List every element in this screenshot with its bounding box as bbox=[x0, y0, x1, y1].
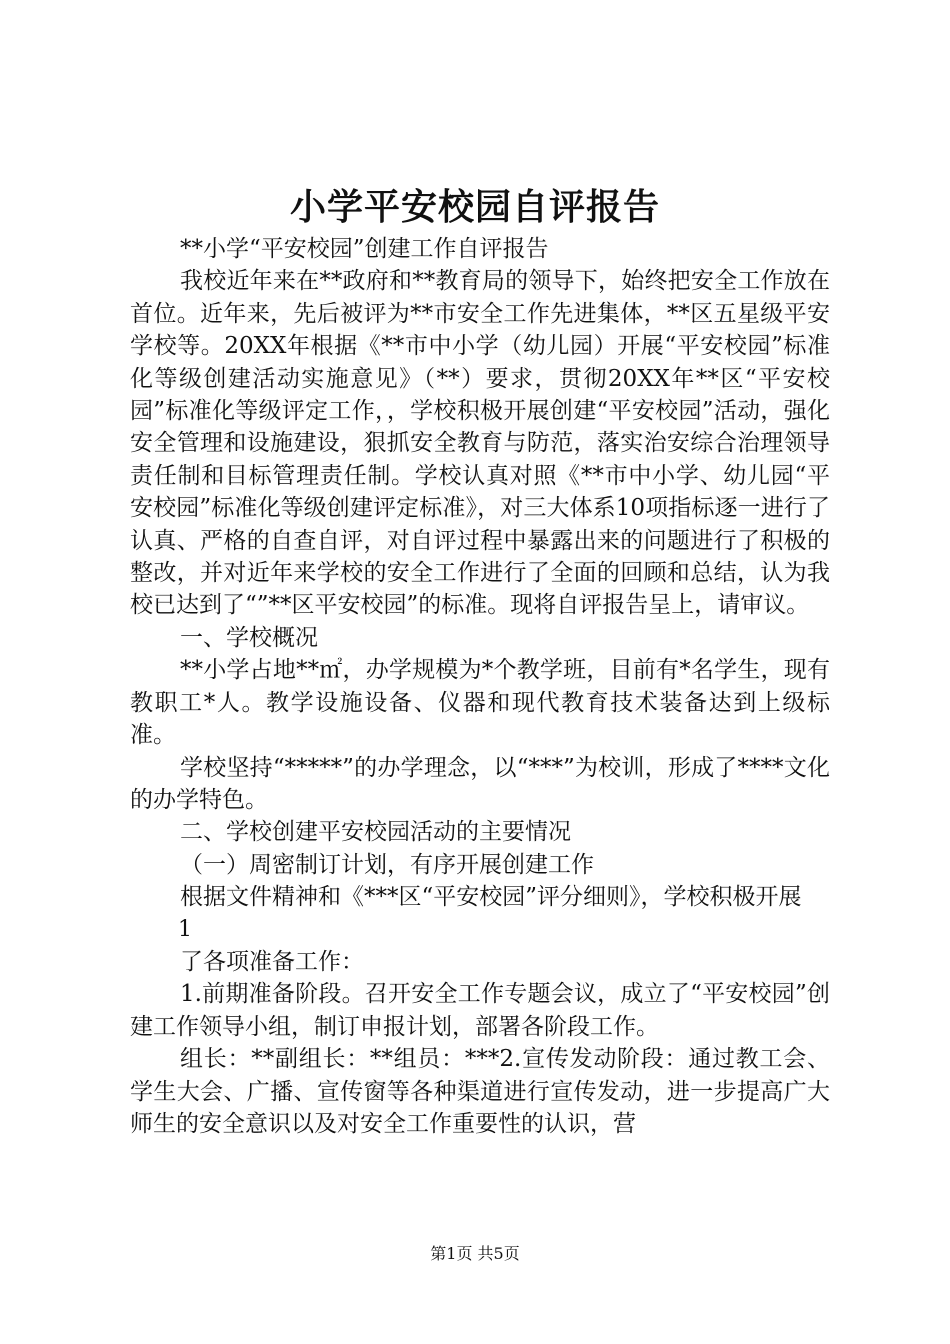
overview-paragraph: **小学占地**㎡，办学规模为*个教学班，目前有*名学生，现有教职工*人。教学设施设备、仪器和现代教育技术装备达到上级标准。 bbox=[130, 657, 830, 749]
page-footer: 第1页 共5页 bbox=[430, 1244, 520, 1263]
section-heading-activities: 二、学校创建平安校园活动的主要情况 bbox=[180, 819, 571, 846]
inline-page-number: 1 bbox=[178, 916, 192, 942]
document-title: 小学平安校园自评报告 bbox=[289, 186, 660, 228]
preparation-paragraph: 了各项准备工作： bbox=[180, 948, 364, 975]
stage-one-paragraph: 1.前期准备阶段。召开安全工作专题会议，成立了“平安校园”创建工作领导小组，制订申报计划，部署各阶段工作。 bbox=[130, 981, 830, 1040]
plan-paragraph: 根据文件精神和《***区“平安校园”评分细则》，学校积极开展 bbox=[180, 884, 802, 911]
subsection-heading-plan: （一）周密制订计划，有序开展创建工作 bbox=[180, 851, 594, 878]
document-body bbox=[130, 233, 830, 1140]
report-subtitle: **小学“平安校园”创建工作自评报告 bbox=[180, 236, 549, 262]
team-paragraph: 组长：**副组长：**组员：***2.宣传发动阶段：通过教工会、学生大会、广播、宣传窗等各种渠道进行宣传发动，进一步提高广大师生的安全意识以及对安全工作重要性的认识，营 bbox=[130, 1046, 830, 1137]
intro-paragraph: 我校近年来在**政府和**教育局的领导下，始终把安全工作放在首位。近年来，先后被评为**市安全工作先进集体，**区五星级平安学校等。20XX年根据《**市中小学（幼儿园）开展“平安校园”标准化等级创建活动实施意见》（**）要求，贯彻20XX年**区“平安校园”标准化等级评定工作，，学校积极开展创建“平安校园”活动，强化安全管理和设施建设，狠抓安全教育与防范，落实治安综合治理领导责任制和目标管理责任制。学校认真对照《**市中小学、幼儿园“平安校园”标准化等级创建评定标准》，对三大体系10项指标逐一进行了认真、严格的自查自评，对自评过程中暴露出来的问题进行了积极的整改，并对近年来学校的安全工作进行了全面的回顾和总结，认为我校已达到了“”**区平安校园”的标准。现将自评报告呈上，请审议。 bbox=[130, 268, 830, 619]
philosophy-paragraph: 学校坚持“*****”的办学理念，以“***”为校训，形成了****文化的办学特色。 bbox=[130, 754, 830, 813]
section-heading-overview: 一、学校概况 bbox=[180, 624, 318, 651]
